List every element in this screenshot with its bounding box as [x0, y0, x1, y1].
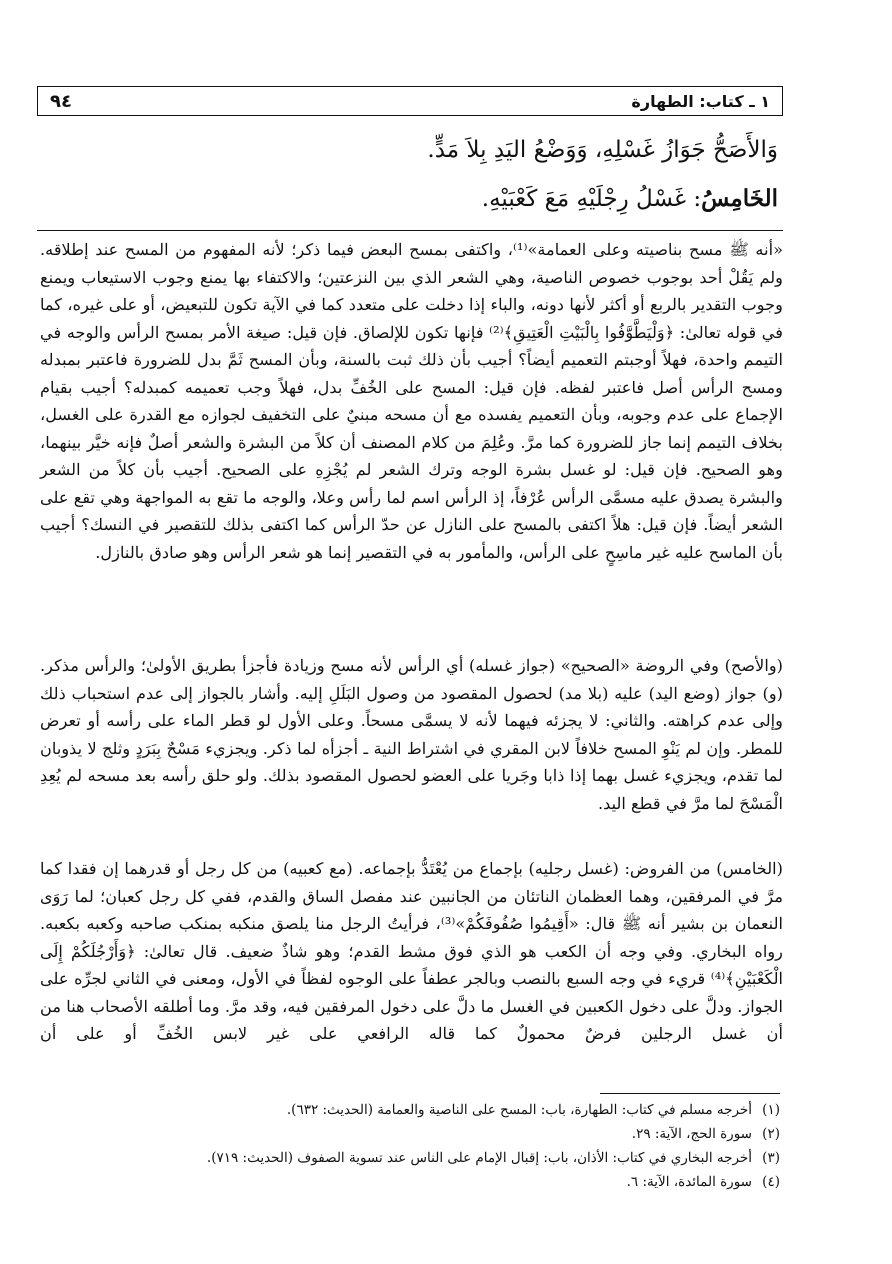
- page-header: [37, 86, 783, 116]
- matn-line-1: وَالأَصَحُّ جَوَازُ غَسْلِهِ، وَوَضْعُ اليَدِ بِلاَ مَدٍّ.: [427, 137, 778, 163]
- section-divider: [37, 230, 783, 231]
- footnote-rule: [600, 1093, 780, 1094]
- footnote-1: [140, 1098, 780, 1122]
- footnote-text: سورة المائدة، الآية: ٦.: [626, 1174, 752, 1190]
- commentary-paragraph-3: (الخامس) من الفروض: (غسل رجليه) بإجماع من يُعْتَدُّ بإجماعه. (مع كعبيه) من كل رجل أو قدرهما إن فقدا كما مرَّ في المرفقين، وهما العظمان الناتئان من الجانبين عند مفصل الساق والقدم، ففي كل رجل كعبان؛ لما رَوَى النعمان بن بشير أنه ﷺ قال: «أَقِيمُوا صُفُوفَكُمْ»⁽³⁾، فرأيتُ الرجل منا يلصق منكبه بمنكب صاحبه وكعبه بكعبه. رواه البخاري. وفي وجه أن الكعب هو الذي فوق مشط القدم؛ وهو شاذٌ ضعيف. قال تعالىٰ: ﴿وَأَرْجُلَكُمْ إِلَى الْكَعْبَيْنِ﴾⁽⁴⁾ قريء في وجه السبع بالنصب وبالجر عطفاً على الوجوه لفظاً في الأول، ومعنى في الثاني لجرِّه على الجواز. ودلَّ على دخول الكعبين في الغسل ما دلَّ على دخول المرفقين فيه، وقد مرَّ. وما أطلقه الأصحاب هنا من أن غسل الرجلين فرضٌ محمولٌ كما قاله الرافعي على غير لابس الخُفِّ أو على أن: [40, 859, 783, 1043]
- footnote-3: [140, 1146, 780, 1170]
- footnote-text: سورة الحج، الآية: ٢٩.: [631, 1126, 752, 1142]
- matn-line-2: [118, 185, 778, 212]
- footnote-number: (٣): [762, 1150, 780, 1166]
- footnote-2: [140, 1122, 780, 1146]
- matn-label: الخَامِسُ: [701, 185, 778, 212]
- footnote-text: أخرجه مسلم في كتاب: الطهارة، باب: المسح على الناصية والعمامة (الحديث: ٦٣٢).: [286, 1102, 752, 1118]
- footnote-number: (٤): [762, 1174, 780, 1190]
- commentary-paragraph-1: «أنه ﷺ مسح بناصيته وعلى العمامة»⁽¹⁾، واكتفى بمسح البعض فيما ذكر؛ لأنه المفهوم من المسح عند إطلاقه. ولم يَقُلْ أحد بوجوب خصوص الناصية، وهي الشعر الذي بين النزعتين؛ والاكتفاء بها يمنع وجوب الاستيعاب ويمنع وجوب التقدير بالربع أو أكثر لأنها دونه، والباء إذا دخلت على متعدد كما في الآية تكون للتبعيض، أو على غيره، كما في قوله تعالىٰ: ﴿وَلْيَطَّوَّفُوا بِالْبَيْتِ الْعَتِيقِ﴾⁽²⁾ فإنها تكون للإلصاق. فإن قيل: صيغة الأمر بمسح الرأس والوجه في التيمم واحدة، فهلاً أوجبتم التعميم أيضاً؟ أجيب بأن ذلك ثبت بالسنة، وبأن المسح ثَمَّ بدل للضرورة فاعتبر بمبدله ومسح الرأس أصل فاعتبر لفظه. فإن قيل: المسح على الخُفِّ بدل، فهلاً وجب تعميمه كمبدله؟ أجيب بقيام الإجماع على عدم وجوبه، وبأن التعميم يفسده مع أن مسحه مبنيٌ على التخفيف لجوازه مع القدرة على الغسل، بخلاف التيمم إنما جاز للضرورة كما مرَّ. وعُلِمَ من كلام المصنف أن كلاً من البشرة والشعر أصلٌ فإنه خيَّر بينهما، وهو الصحيح. فإن قيل: لو غسل بشرة الوجه وترك الشعر لم يُجْزِهِ على الصحيح. أجيب بأن كلاً من الشعر والبشرة يصدق عليه مسمَّى الرأس عُرْفاً، إذ الرأس اسم لما رأس وعلا، والوجه ما تقع به المواجهة وهي تقع على الشعر أيضاً. فإن قيل: هلاً اكتفى بالمسح على النازل عن حدّ الرأس كما اكتفى بذلك للتقصير في النسك؟ أجيب بأن الماسح عليه غير ماسِحٍ على الرأس، والمأمور به في التقصير إنما هو شعر الرأس وهو صادق بالنازل.: [40, 240, 784, 562]
- commentary-paragraph-2: (والأصح) وفي الروضة «الصحيح» (جواز غسله) أي الرأس لأنه مسح وزيادة فأجزأ بطريق الأولىٰ؛ والرأس مذكر. (و) جواز (وضع اليد) عليه (بلا مد) لحصول المقصود من وصول البَلَلِ إليه. وأشار بالجواز إلى عدم استحباب ذلك وإلى عدم كراهته. والثاني: لا يجزئه فيهما لأنه لا يسمَّى مسحاً. وعلى الأول لو قطر الماء على رأسه أو تعرض للمطر. وإن لم يَنْوِ المسح خلافاً لابن المقري في اشتراط النية ـ أجزأه لما ذكر. ويجزيء مَسْحٌ بِبَرَدٍ وثلج لا يذوبان لما تقدم، ويجزيء غسل بهما إذا ذابا وجَريا على العضو لحصول المقصود بذلك. ولو حلق رأسه بعد مسحه لم يُعِدِ الْمَسْحَ لما مرَّ في قطع اليد.: [40, 656, 783, 813]
- page-number: ٩٤: [50, 90, 72, 112]
- matn-text: : غَسْلُ رِجْلَيْهِ مَعَ كَعْبَيْهِ.: [481, 186, 702, 212]
- footnotes: [140, 1098, 780, 1194]
- footnote-number: (٢): [762, 1126, 780, 1142]
- chapter-title: ١ ـ كتاب: الطهارة: [631, 91, 770, 111]
- footnote-4: [140, 1170, 780, 1194]
- footnote-text: أخرجه البخاري في كتاب: الأذان، باب: إقبال الإمام على الناس عند تسوية الصفوف (الحديث: ٧١٩).: [206, 1150, 752, 1166]
- footnote-number: (١): [762, 1102, 780, 1118]
